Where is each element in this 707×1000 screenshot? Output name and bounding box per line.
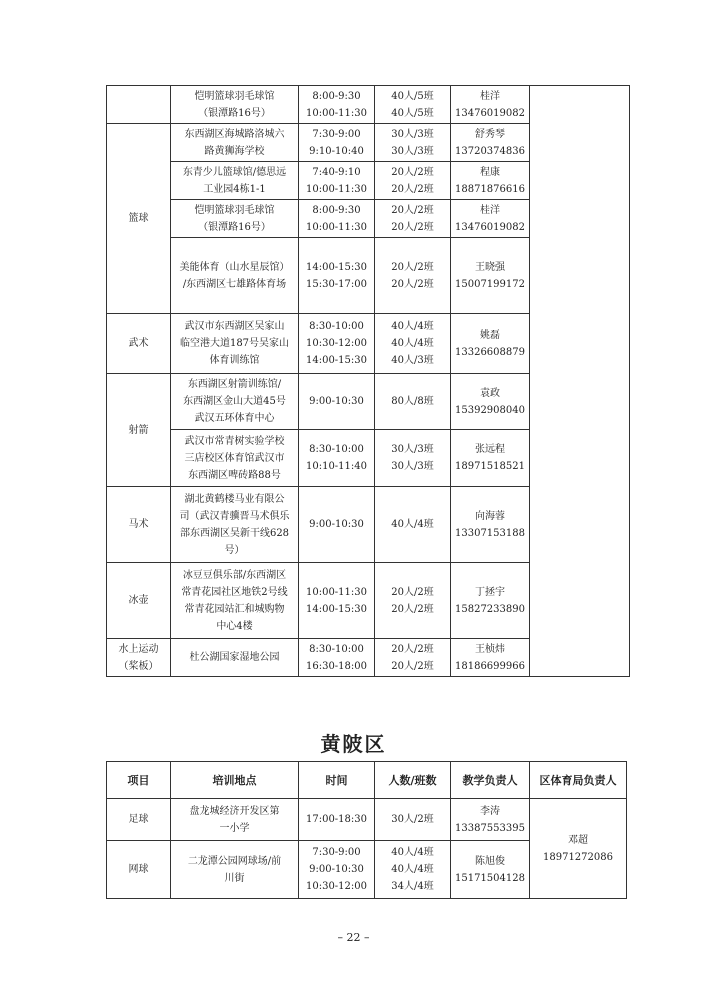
teacher-cell: 陈旭俊 15171504128 — [451, 841, 530, 899]
sports-training-table-dongxihu — [106, 85, 630, 677]
time-cell: 8:00-9:30 10:00-11:30 — [299, 200, 375, 238]
location-cell: 美能体育（山水星辰馆） /东西湖区七雄路体育场 — [171, 238, 299, 314]
teacher-cell: 李涛 13387553395 — [451, 799, 530, 841]
sport-cell-equestrian: 马术 — [107, 487, 171, 563]
time-cell: 9:00-10:30 — [299, 374, 375, 430]
capacity-cell: 20人/2班 20人/2班 — [375, 238, 451, 314]
time-cell: 10:00-11:30 14:00-15:30 — [299, 563, 375, 639]
capacity-cell: 30人/2班 — [375, 799, 451, 841]
contact-cell: 桂洋 13476019082 — [451, 200, 530, 238]
contact-cell: 王桢炜 18186699966 — [451, 639, 530, 677]
time-cell: 7:30-9:00 9:10-10:40 — [299, 124, 375, 162]
time-cell: 8:00-9:30 10:00-11:30 — [299, 86, 375, 124]
table-header-row — [107, 762, 627, 799]
sport-cell-archery: 射箭 — [107, 374, 171, 487]
header-teacher: 教学负责人 — [451, 762, 530, 799]
capacity-cell: 80人/8班 — [375, 374, 451, 430]
bureau-contact-cell — [530, 86, 630, 677]
location-cell: 东青少儿篮球馆/德思远 工业园4栋1-1 — [171, 162, 299, 200]
contact-cell: 张远程 18971518521 — [451, 430, 530, 487]
location-cell: 二龙潭公园网球场/前 川街 — [171, 841, 299, 899]
capacity-cell: 20人/2班 20人/2班 — [375, 200, 451, 238]
contact-cell: 王晓强 15007199172 — [451, 238, 530, 314]
location-cell: 东西湖区海城路洛城六 路黄狮海学校 — [171, 124, 299, 162]
location-cell: 杜公湖国家湿地公园 — [171, 639, 299, 677]
location-cell: 武汉市东西湖区吴家山 临空港大道187号吴家山 体育训练馆 — [171, 314, 299, 374]
header-time: 时间 — [299, 762, 375, 799]
location-cell: 湖北黄鹤楼马业有限公 司（武汉青骥晋马术俱乐 部东西湖区吴新干线628 号） — [171, 487, 299, 563]
table-row — [107, 86, 630, 124]
contact-cell: 舒秀琴 13720374836 — [451, 124, 530, 162]
contact-cell: 向海蓉 13307153188 — [451, 487, 530, 563]
sport-cell — [107, 86, 171, 124]
sport-cell-football: 足球 — [107, 799, 171, 841]
sport-cell-water-sports: 水上运动（桨板） — [107, 639, 171, 677]
contact-cell: 丁拯宇 15827233890 — [451, 563, 530, 639]
sport-cell-tennis: 网球 — [107, 841, 171, 899]
capacity-cell: 30人/3班 30人/3班 — [375, 430, 451, 487]
capacity-cell: 40人/4班 — [375, 487, 451, 563]
location-cell: 武汉市常青树实验学校 三店校区体育馆武汉市 东西湖区啤砖路88号 — [171, 430, 299, 487]
district-title: 黄陂区 — [320, 732, 387, 756]
time-cell: 8:30-10:00 16:30-18:00 — [299, 639, 375, 677]
location-cell: 恺明篮球羽毛球馆 （银潭路16号） — [171, 200, 299, 238]
contact-cell: 袁政 15392908040 — [451, 374, 530, 430]
sports-training-table-huangpi — [106, 761, 627, 899]
sport-cell-martial-arts: 武术 — [107, 314, 171, 374]
time-cell: 7:30-9:00 9:00-10:30 10:30-12:00 — [299, 841, 375, 899]
time-cell: 7:40-9:10 10:00-11:30 — [299, 162, 375, 200]
location-cell: 盘龙城经济开发区第 一小学 — [171, 799, 299, 841]
capacity-cell: 20人/2班 20人/2班 — [375, 639, 451, 677]
contact-cell: 程康 18871876616 — [451, 162, 530, 200]
capacity-cell: 40人/4班 40人/4班 40人/3班 — [375, 314, 451, 374]
capacity-cell: 20人/2班 20人/2班 — [375, 162, 451, 200]
capacity-cell: 30人/3班 30人/3班 — [375, 124, 451, 162]
header-sport: 项目 — [107, 762, 171, 799]
contact-cell: 桂洋 13476019082 — [451, 86, 530, 124]
time-cell: 8:30-10:00 10:10-11:40 — [299, 430, 375, 487]
sport-cell-basketball: 篮球 — [107, 124, 171, 314]
capacity-cell: 20人/2班 20人/2班 — [375, 563, 451, 639]
bureau-contact-cell: 邓超 18971272086 — [530, 799, 627, 899]
location-cell: 东西湖区射箭训练馆/ 东西湖区金山大道45号 武汉五环体育中心 — [171, 374, 299, 430]
contact-cell: 姚磊 13326608879 — [451, 314, 530, 374]
header-bureau-contact: 区体育局负责人 — [530, 762, 627, 799]
location-cell: 冰豆豆俱乐部/东西湖区 常青花园社区地铁2号线 常青花园站汇和城购物 中心4楼 — [171, 563, 299, 639]
capacity-cell: 40人/4班 40人/4班 34人/4班 — [375, 841, 451, 899]
sport-cell-curling: 冰壶 — [107, 563, 171, 639]
time-cell: 17:00-18:30 — [299, 799, 375, 841]
time-cell: 14:00-15:30 15:30-17:00 — [299, 238, 375, 314]
time-cell: 9:00-10:30 — [299, 487, 375, 563]
header-location: 培训地点 — [171, 762, 299, 799]
capacity-cell: 40人/5班 40人/5班 — [375, 86, 451, 124]
location-cell: 恺明篮球羽毛球馆 （银潭路16号） — [171, 86, 299, 124]
table-row — [107, 799, 627, 841]
header-capacity: 人数/班数 — [375, 762, 451, 799]
page-number: – 22 – — [337, 931, 370, 944]
time-cell: 8:30-10:00 10:30-12:00 14:00-15:30 — [299, 314, 375, 374]
